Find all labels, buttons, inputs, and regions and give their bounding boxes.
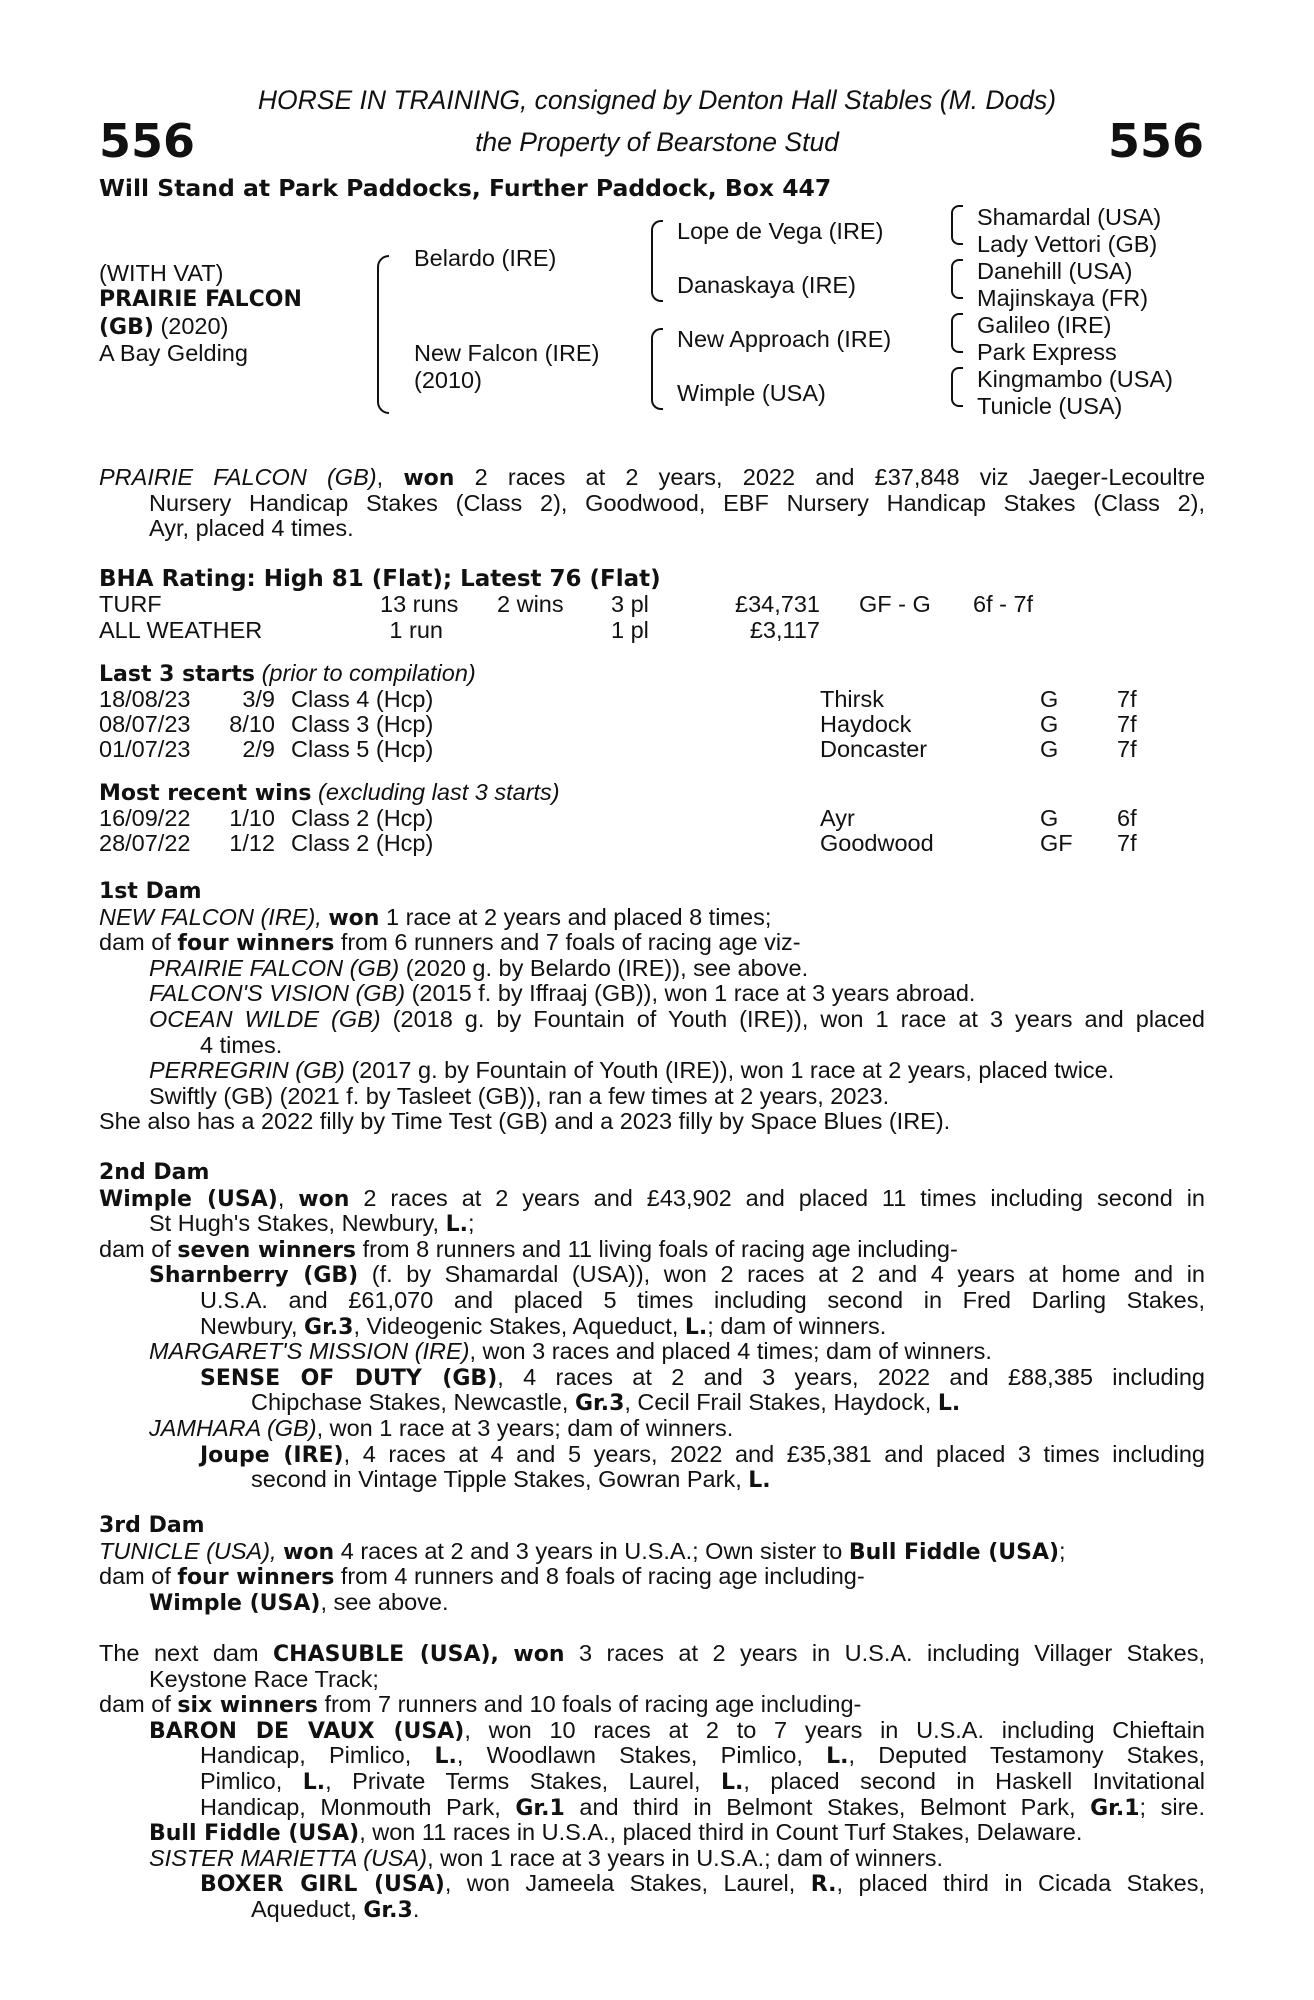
bha-rating-heading: BHA Rating: High 81 (Flat); Latest 76 (Flat): [99, 566, 661, 592]
horse-name: PRAIRIE FALCON: [99, 287, 302, 312]
list-item: Sharnberry (GB) (f. by Shamardal (USA)), won 2 races at 2 and 4 years at home and in: [149, 1261, 1205, 1289]
rating-turf-runs: 13 runs: [380, 591, 459, 617]
list-item: MARGARET'S MISSION (IRE), won 3 races and placed 4 times; dam of winners.: [149, 1338, 992, 1365]
pedigree-brace-g1: [951, 205, 963, 245]
rating-turf-placed: 3 pl: [611, 591, 649, 617]
list-item: SENSE OF DUTY (GB), 4 races at 2 and 3 years, 2022 and £88,385 including: [200, 1363, 1205, 1391]
list-item: OCEAN WILDE (GB) (2018 g. by Fountain of Youth (IRE)), won 1 race at 3 years and placed: [149, 1005, 1205, 1032]
pedigree-brace-main: [377, 255, 389, 414]
pedigree-dam-sire: New Approach (IRE): [677, 326, 892, 352]
pedigree-brace-g4: [951, 367, 963, 407]
pedigree-sdd: Majinskaya (FR): [977, 285, 1149, 311]
rating-aw-runs: 1 run: [389, 617, 443, 643]
rating-turf-going: GF - G: [859, 591, 931, 617]
pedigree-dam-year: (2010): [414, 367, 482, 393]
pedigree-sire-dam: Danaskaya (IRE): [677, 272, 856, 298]
rating-turf-prize: £34,731: [735, 591, 820, 617]
pedigree-sds: Danehill (USA): [977, 258, 1133, 284]
vat-note: (WITH VAT): [99, 260, 224, 286]
pedigree-brace-dam: [651, 328, 663, 410]
pedigree-dam-dam: Wimple (USA): [677, 380, 826, 406]
pedigree-sss: Shamardal (USA): [977, 204, 1162, 230]
pedigree-brace-g3: [951, 313, 963, 353]
list-item: Bull Fiddle (USA), won 11 races in U.S.A., placed third in Count Turf Stakes, Delaware.: [149, 1819, 1083, 1847]
pedigree-dsd: Park Express: [977, 339, 1117, 365]
list-item: Joupe (IRE), 4 races at 4 and 5 years, 2022 and £35,381 and placed 3 times including: [200, 1440, 1205, 1468]
list-item: SISTER MARIETTA (USA), won 1 race at 3 years in U.S.A.; dam of winners.: [149, 1844, 944, 1871]
list-item: PRAIRIE FALCON (GB) (2020 g. by Belardo (IRE)), see above.: [149, 954, 809, 981]
rating-aw-placed: 1 pl: [611, 617, 649, 643]
rating-turf-surface: TURF: [99, 591, 162, 617]
list-item: FALCON'S VISION (GB) (2015 f. by Iffraaj (GB)), won 1 race at 3 years abroad.: [149, 980, 976, 1007]
rating-aw-prize: £3,117: [749, 617, 820, 643]
list-item: PERREGRIN (GB) (2017 g. by Fountain of Youth (IRE)), won 1 race at 2 years, placed twice.: [149, 1057, 1115, 1084]
rating-turf-distance: 6f - 7f: [973, 591, 1034, 617]
rating-aw-surface: ALL WEATHER: [99, 617, 263, 643]
third-dam-section: 3rd Dam TUNICLE (USA), won 4 races at 2 and 3 years in U.S.A.; Own sister to Bull Fiddle (USA); dam of four winners from 4 runners and 8 foals of racing age including- Wimple (USA), see above.: [99, 1513, 1205, 1615]
pedigree-brace-g2: [951, 259, 963, 299]
race-summary: PRAIRIE FALCON (GB), won 2 races at 2 years, 2022 and £37,848 viz Jaeger-Lecoultre Nursery Handicap Stakes (Class 2), Goodwood, EBF Nursery Handicap Stakes (Class 2), Ayr, placed 4 times.: [99, 464, 1206, 542]
first-dam-section: 1st Dam NEW FALCON (IRE), won 1 race at 2 years and placed 8 times; dam of four winners from 6 runners and 7 foals of racing age viz- PRAIRIE FALCON (GB) (2020 g. by Belardo (IRE)), see above. FALCON'S VISION (GB) (2015 f. by Iffraaj (GB)), won 1 race at 3 years abroad. OCEAN WILDE (GB) (2018 g. by Fountain of Youth (IRE)), won 1 race at 3 years and placed 4 times. PERREGRIN (GB) (2017 g. by Fountain of Youth (IRE)), won 1 race at 2 years, placed twice. Swiftly (GB) (2021 f. by Tasleet (GB)), ran a few times at 2 years, 2023. She also has a 2022 filly by Time Test (GB) and a 2023 filly by Space Blues (IRE).: [99, 879, 1205, 1135]
next-dam-section: The next dam CHASUBLE (USA), won 3 races at 2 years in U.S.A. including Villager Stakes, Keystone Race Track; dam of six winners from 7 runners and 10 foals of racing age including- BARON DE VAUX (USA), won 10 races at 2 to 7 years in U.S.A. including Chieftain Handicap, Pimlico, L., Woodlawn Stakes, Pimlico, L., Deputed Testamony Stakes, Pimlico, L., Private Terms Stakes, Laurel, L., placed second in Haskell Invitational Handicap, Monmouth Park, Gr.1 and third in Belmont Stakes, Belmont Park, Gr.1; sire. Bull Fiddle (USA), won 11 races in U.S.A., placed third in Count Turf Stakes, Delaware. SISTER MARIETTA (USA), won 1 race at 3 years in U.S.A.; dam of winners. BOXER GIRL (USA), won Jameela Stakes, Laurel, R., placed third in Cicada Stakes, Aqueduct, Gr.3.: [99, 1640, 1206, 1923]
pedigree-dam: New Falcon (IRE): [414, 340, 600, 366]
second-dam-heading: 2nd Dam: [99, 1160, 210, 1185]
second-dam-section: 2nd Dam Wimple (USA), won 2 races at 2 years and £43,902 and placed 11 times including second in St Hugh's Stakes, Newbury, L.; dam of seven winners from 8 runners and 11 living foals of racing age including- Sharnberry (GB) (f. by Shamardal (USA)), won 2 races at 2 and 4 years at home and in U.S.A. and £61,070 and placed 5 times including second in Fred Darling Stakes, Newbury, Gr.3, Videogenic Stakes, Aqueduct, L.; dam of winners. MARGARET'S MISSION (IRE), won 3 races and placed 4 times; dam of winners. SENSE OF DUTY (GB), 4 races at 2 and 3 years, 2022 and £88,385 including Chipchase Stakes, Newcastle, Gr.3, Cecil Frail Stakes, Haydock, L. JAMHARA (GB), won 1 race at 3 years; dam of winners. Joupe (IRE), 4 races at 4 and 5 years, 2022 and £35,381 and placed 3 times including second in Vintage Tipple Stakes, Gowran Park, L.: [99, 1160, 1206, 1494]
pedigree-dss: Galileo (IRE): [977, 312, 1112, 338]
list-item: BARON DE VAUX (USA), won 10 races at 2 to 7 years in U.S.A. including Chieftain: [149, 1716, 1206, 1744]
list-item: Wimple (USA), see above.: [149, 1588, 449, 1616]
recent-wins-heading: Most recent wins (excluding last 3 starts): [99, 779, 560, 806]
rating-turf-wins: 2 wins: [497, 591, 564, 617]
consignor-line: HORSE IN TRAINING, consigned by Denton Hall Stables (M. Dods): [257, 85, 1057, 115]
pedigree-sire: Belardo (IRE): [414, 245, 557, 271]
property-line: the Property of Bearstone Stud: [475, 127, 839, 157]
first-dam-heading: 1st Dam: [99, 879, 202, 904]
list-item: Swiftly (GB) (2021 f. by Tasleet (GB)), ran a few times at 2 years, 2023.: [149, 1082, 890, 1109]
last-starts-heading: Last 3 starts (prior to compilation): [99, 660, 476, 687]
horse-description: A Bay Gelding: [99, 340, 248, 366]
horse-origin: (GB) (2020): [99, 313, 229, 340]
third-dam-heading: 3rd Dam: [99, 1513, 205, 1538]
pedigree-ddd: Tunicle (USA): [977, 393, 1123, 419]
pedigree-dds: Kingmambo (USA): [977, 366, 1173, 392]
pedigree-sire-sire: Lope de Vega (IRE): [677, 218, 884, 244]
list-item: JAMHARA (GB), won 1 race at 3 years; dam of winners.: [149, 1414, 734, 1441]
stand-location: Will Stand at Park Paddocks, Further Paddock, Box 447: [99, 174, 832, 202]
list-item: BOXER GIRL (USA), won Jameela Stakes, Laurel, R., placed third in Cicada Stakes,: [200, 1870, 1206, 1898]
pedigree-ssd: Lady Vettori (GB): [977, 231, 1158, 257]
lot-number-left: 556: [99, 114, 196, 168]
lot-number-right: 556: [1107, 114, 1204, 168]
pedigree-brace-sire: [651, 220, 663, 302]
